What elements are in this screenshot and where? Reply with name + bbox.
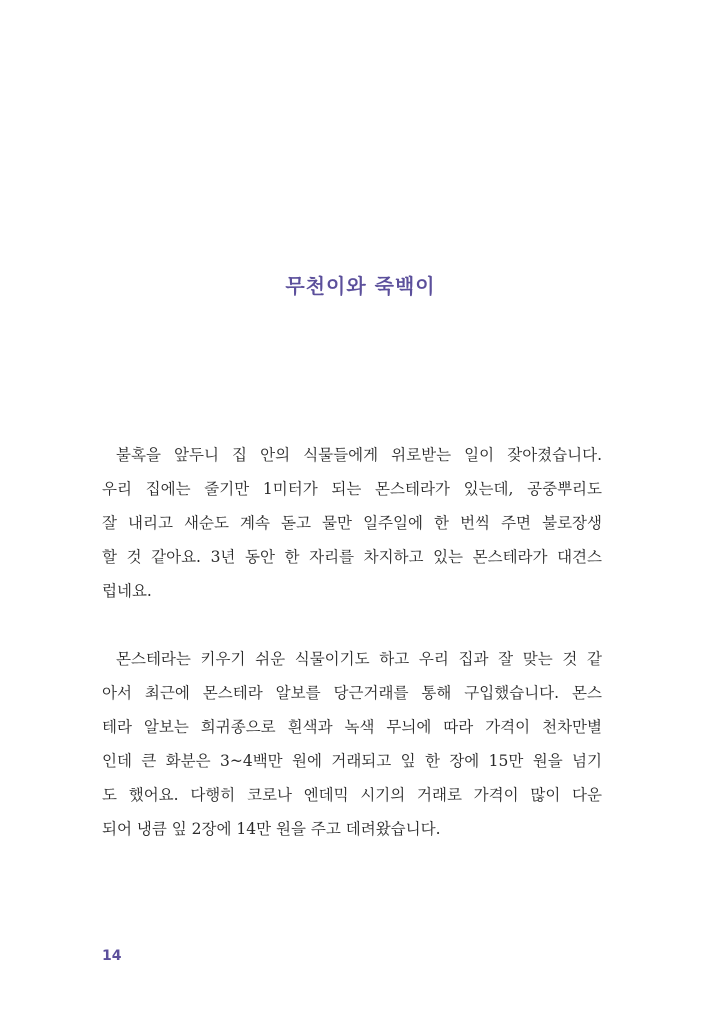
text-line: 불혹을 앞두니 집 안의 식물들에게 위로받는 일이 잦아졌습니다.	[116, 446, 602, 464]
paragraph-1	[102, 438, 602, 608]
text-line: 잘 내리고 새순도 계속 돋고 물만 일주일에 한 번씩 주면 불로장생	[102, 514, 602, 532]
text-line: 되어 냉큼 잎 2장에 14만 원을 주고 데려왔습니다.	[102, 820, 441, 838]
paragraph-2	[102, 642, 602, 846]
text-line: 인데 큰 화분은 3~4백만 원에 거래되고 잎 한 장에 15만 원을 넘기	[102, 752, 602, 770]
text-line: 할 것 같아요. 3년 동안 한 자리를 차지하고 있는 몬스테라가 대견스	[102, 548, 602, 566]
text-line: 우리 집에는 줄기만 1미터가 되는 몬스테라가 있는데, 공중뿌리도	[102, 480, 602, 498]
text-line: 몬스테라는 키우기 쉬운 식물이기도 하고 우리 집과 잘 맞는 것 같	[116, 650, 602, 668]
body-text	[102, 438, 602, 846]
chapter-title: 무천이와 죽백이	[285, 274, 436, 298]
text-line: 도 했어요. 다행히 코로나 엔데믹 시기의 거래로 가격이 많이 다운	[102, 786, 602, 804]
text-line: 테라 알보는 희귀종으로 흰색과 녹색 무늬에 따라 가격이 천차만별	[102, 718, 602, 736]
text-line: 럽네요.	[102, 582, 152, 600]
text-line: 아서 최근에 몬스테라 알보를 당근거래를 통해 구입했습니다. 몬스	[102, 684, 602, 702]
page-number: 14	[102, 948, 122, 964]
